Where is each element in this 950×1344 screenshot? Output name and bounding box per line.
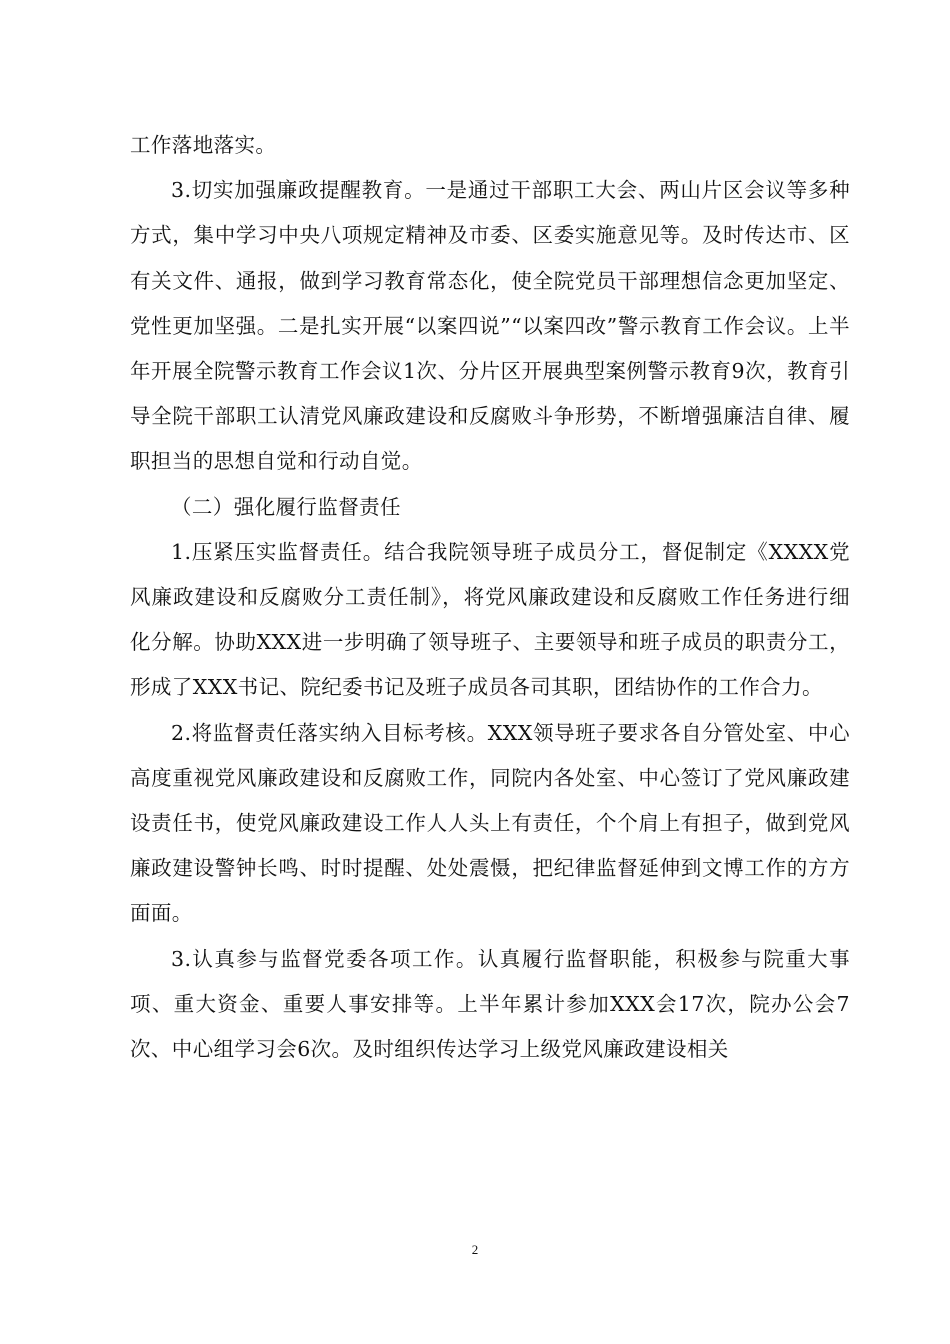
- paragraph-item-1-supervision-duty: 1.压紧压实监督责任。结合我院领导班子成员分工，督促制定《XXXX党风廉政建设和反腐败分工责任制》，将党风廉政建设和反腐败工作任务进行细化分解。协助XXX进一步明确了领导班子、主要领导和班子成员的职责分工，形成了XXX书记、院纪委书记及班子成员各司其职，团结协作的工作合力。: [130, 539, 850, 700]
- paragraph-item-3-party-committee: 3.认真参与监督党委各项工作。认真履行监督职能，积极参与院重大事项、重大资金、重要人事安排等。上半年累计参加XXX会17次，院办公会7次、中心组学习会6次。及时组织传达学习上级党风廉政建设相关: [130, 946, 850, 1062]
- paragraph-item-2-target-assessment: 2.将监督责任落实纳入目标考核。XXX领导班子要求各自分管处室、中心高度重视党风廉政建设和反腐败工作，同院内各处室、中心签订了党风廉政建设责任书，使党风廉政建设工作人人头上有责任，个个肩上有担子，做到党风廉政建设警钟长鸣、时时提醒、处处震慑，把纪律监督延伸到文博工作的方方面面。: [130, 720, 850, 926]
- body-text: [130, 123, 850, 1072]
- page-number: 2: [471, 1242, 479, 1257]
- paragraph-continuation: 工作落地落实。: [130, 133, 277, 157]
- section-heading-supervision: （二）强化履行监督责任: [171, 494, 401, 519]
- paragraph-item-3-warning-education: 3.切实加强廉政提醒教育。一是通过干部职工大会、两山片区会议等多种方式，集中学习中央八项规定精神及市委、区委实施意见等。及时传达市、区有关文件、通报，做到学习教育常态化，使全院党员干部理想信念更加坚定、党性更加坚强。二是扎实开展“以案四说”“以案四改”警示教育工作会议。上半年开展全院警示教育工作会议1次、分片区开展典型案例警示教育9次，教育引导全院干部职工认清党风廉政建设和反腐败斗争形势，不断增强廉洁自律、履职担当的思想自觉和行动自觉。: [130, 178, 850, 474]
